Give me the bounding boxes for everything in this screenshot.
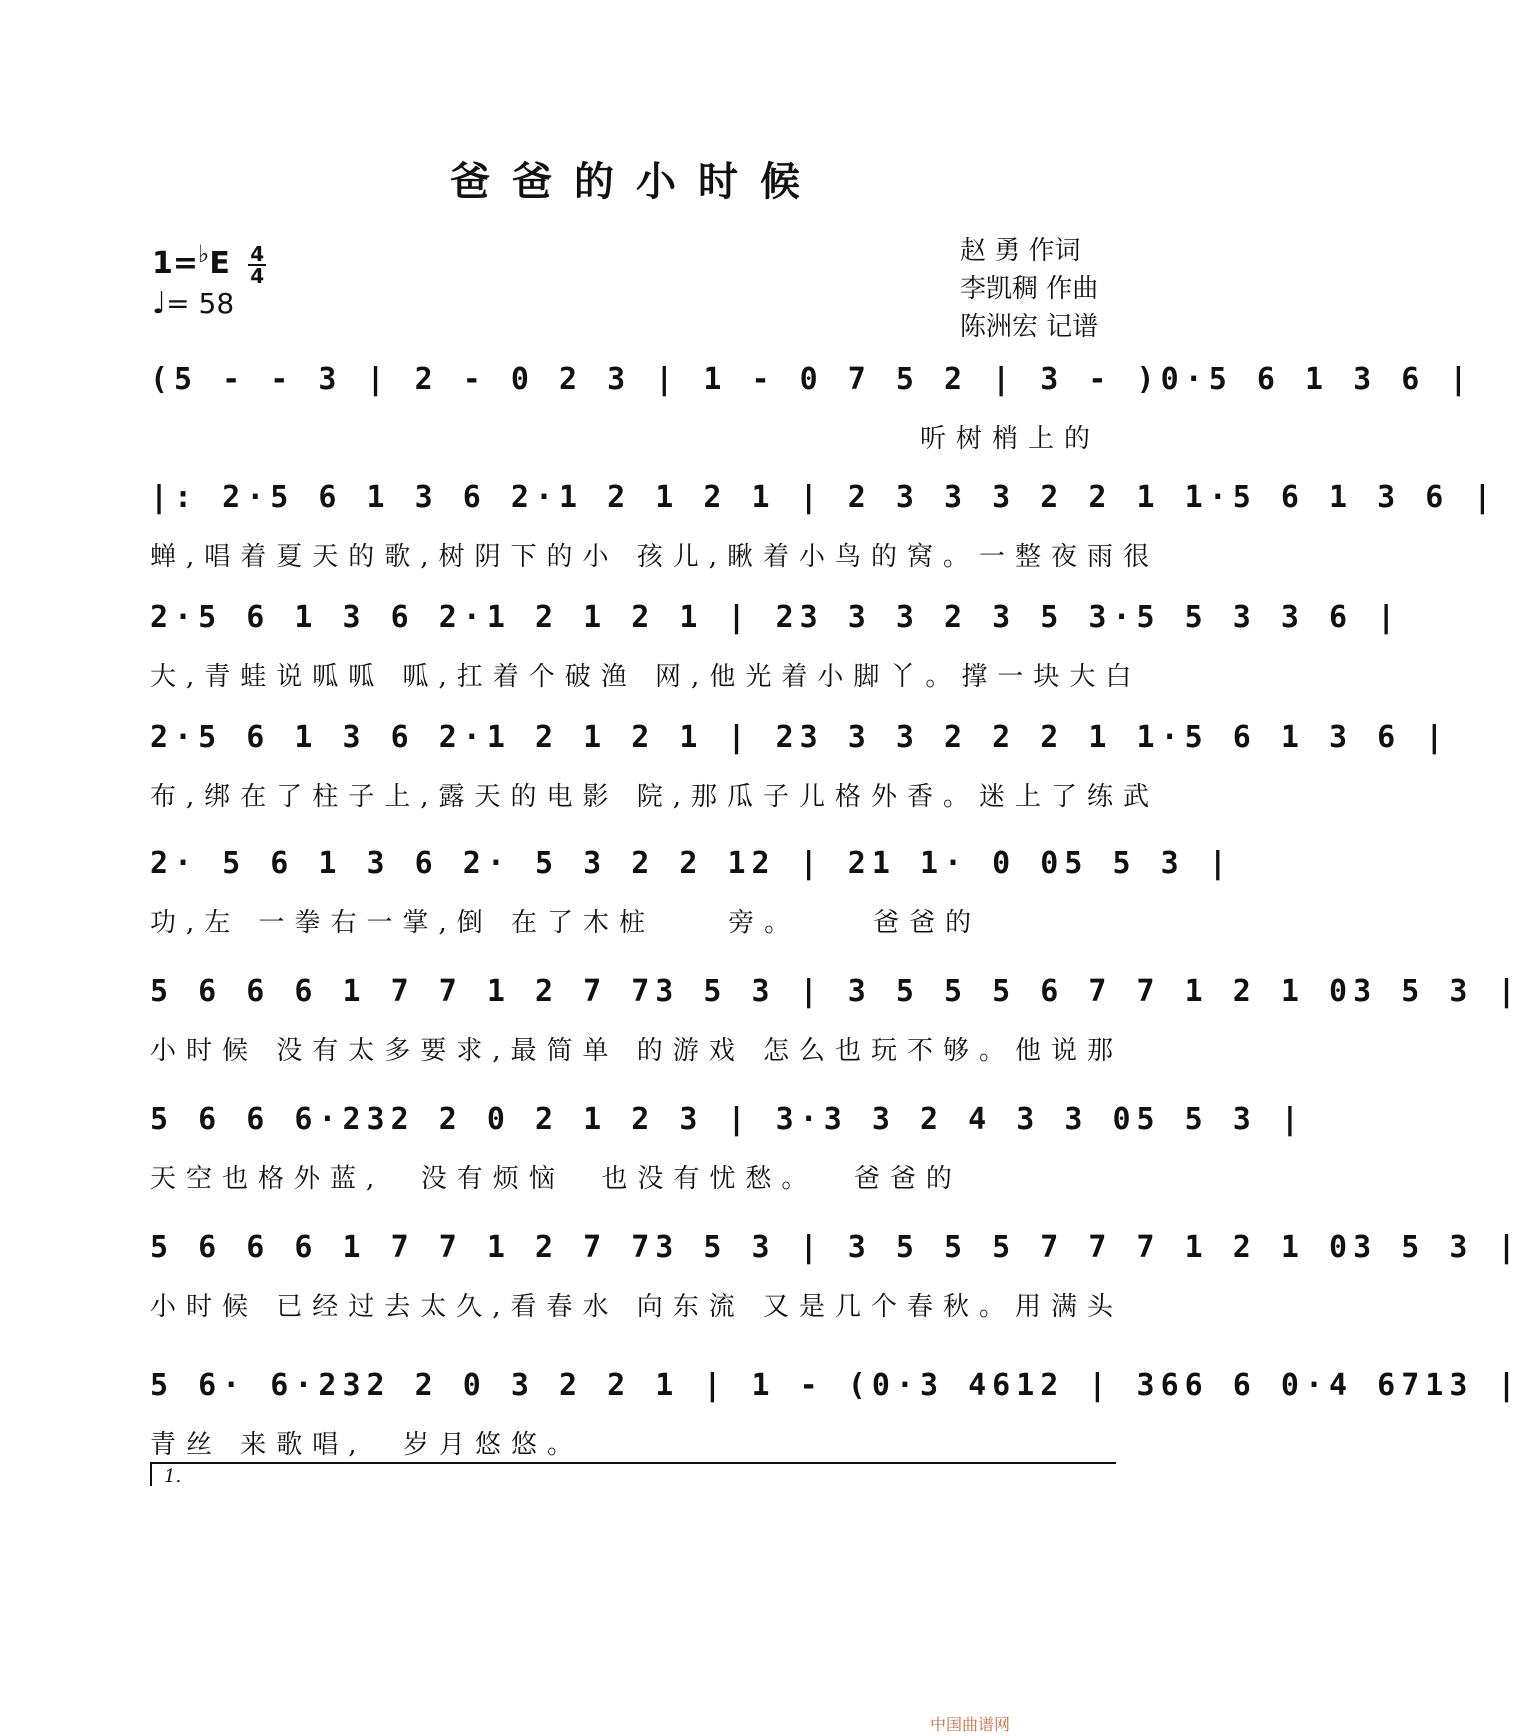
- lyric-line: 功,左 一拳右一掌,倒 在了木桩 旁。 爸爸的: [150, 908, 982, 938]
- notation-line: 5 6 6 6·232 2 0 2 1 2 3 | 3·3 3 2 4 3 3 05 5 3 |: [150, 1102, 1305, 1137]
- time-signature: [248, 241, 266, 288]
- lyric-line: 小时候 已经过去太久,看春水 向东流 又是几个春秋。用满头: [150, 1292, 1124, 1322]
- lyric-line: 听树梢上的: [920, 424, 1101, 454]
- song-title: 爸爸的小时候: [450, 158, 822, 205]
- notation-line: 2·5 6 1 3 6 2·1 2 1 2 1 | 23 3 3 2 3 5 3·5 5 3 3 6 |: [150, 600, 1402, 635]
- site-watermark: 中国曲谱网: [930, 1715, 1011, 1734]
- volta-label: 1.: [164, 1466, 182, 1487]
- credits: [960, 232, 1098, 346]
- tempo-marking: [152, 286, 234, 321]
- key-note: E: [209, 246, 230, 281]
- lyric-line: 青丝 来歌唱, 岁月悠悠。: [150, 1430, 584, 1460]
- notation-line: 5 6· 6·232 2 0 3 2 2 1 | 1 - (0·3 4612 | 366 6 0·4 6713 |: [150, 1368, 1522, 1403]
- lyric-line: 布,绑在了柱子上,露天的电影 院,那瓜子儿格外香。迷上了练武: [150, 782, 1160, 812]
- transcriber-credit: 陈洲宏 记谱: [960, 312, 1099, 342]
- tempo-value: = 58: [166, 287, 235, 320]
- time-sig-top: 4: [250, 241, 265, 266]
- notation-line: 5 6 6 6 1 7 7 1 2 7 73 5 3 | 3 5 5 5 6 7 7 1 2 1 03 5 3 |: [150, 974, 1522, 1009]
- time-sig-bottom: 4: [250, 263, 265, 288]
- lyric-line: 天空也格外蓝, 没有烦恼 也没有忧愁。 爸爸的: [150, 1164, 962, 1194]
- key-label: 1=: [152, 246, 199, 281]
- notation-line: 2· 5 6 1 3 6 2· 5 3 2 2 12 | 21 1· 0 05 5 3 |: [150, 846, 1233, 881]
- first-ending-bracket: [150, 1462, 1116, 1486]
- notation-line: 2·5 6 1 3 6 2·1 2 1 2 1 | 23 3 3 2 2 2 1 1·5 6 1 3 6 |: [150, 720, 1450, 755]
- lyricist-credit: 赵 勇 作词: [960, 236, 1081, 266]
- lyric-line: 大,青蛙说呱呱 呱,扛着个破渔 网,他光着小脚丫。撑一块大白: [150, 662, 1142, 692]
- composer-credit: 李凯稠 作曲: [960, 274, 1099, 304]
- lyric-line: 蝉,唱着夏天的歌,树阴下的小 孩儿,瞅着小鸟的窝。一整夜雨很: [150, 542, 1160, 572]
- flat-sign: ♭: [198, 240, 210, 268]
- quarter-note-icon: ♩: [152, 286, 167, 321]
- key-signature: [152, 240, 266, 286]
- notation-line: (5 - - 3 | 2 - 0 2 3 | 1 - 0 7 5 2 | 3 - )0·5 6 1 3 6 |: [150, 362, 1474, 397]
- lyric-line: 小时候 没有太多要求,最简单 的游戏 怎么也玩不够。他说那: [150, 1036, 1124, 1066]
- notation-line: |: 2·5 6 1 3 6 2·1 2 1 2 1 | 2 3 3 3 2 2 1 1·5 6 1 3 6 |: [150, 480, 1498, 515]
- notation-line: 5 6 6 6 1 7 7 1 2 7 73 5 3 | 3 5 5 5 7 7 7 1 2 1 03 5 3 |: [150, 1230, 1522, 1265]
